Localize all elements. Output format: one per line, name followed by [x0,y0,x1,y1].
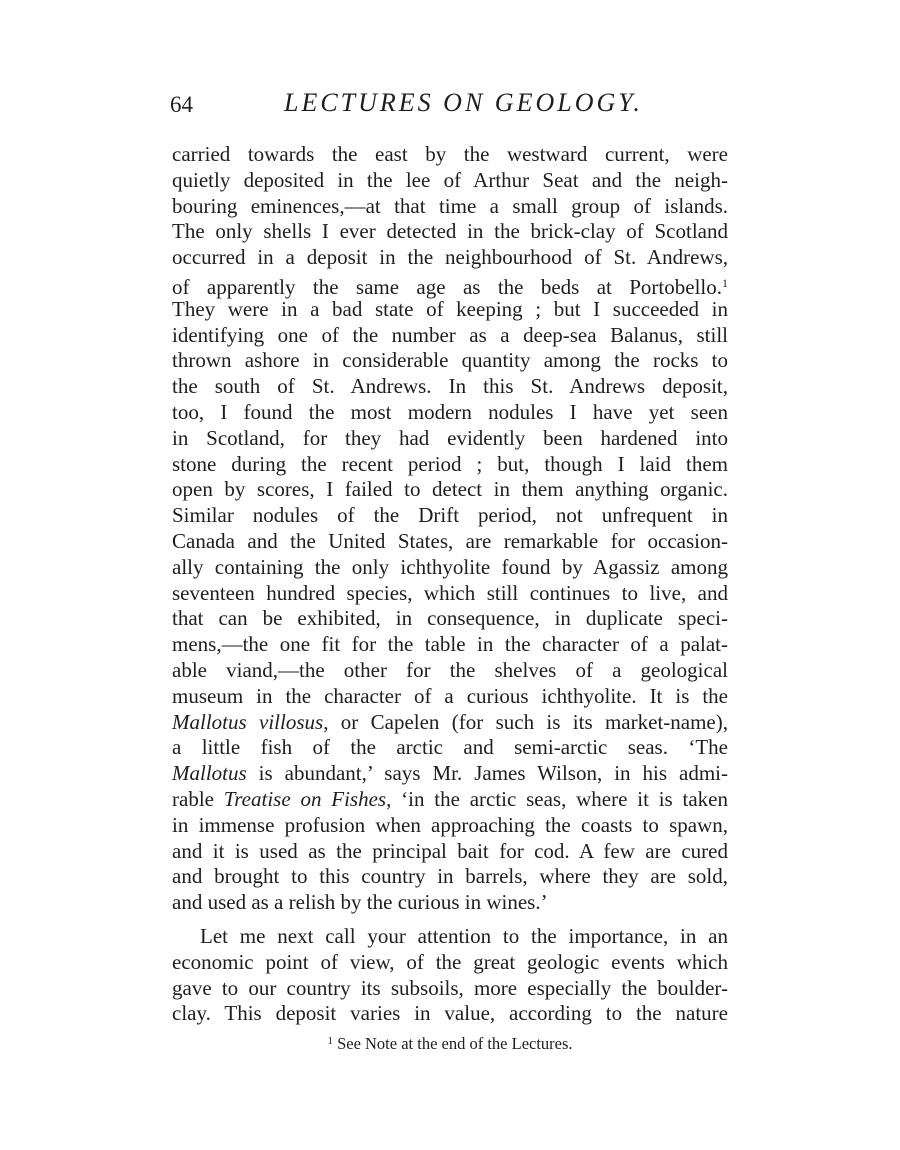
text-line: that can be exhibited, in consequence, in duplicate speci- [172,606,728,631]
text-line: in immense profusion when approaching the coasts to spawn, [172,812,728,837]
running-title: LECTURES ON GEOLOGY. [284,88,643,117]
text-line: bouring eminences,—at that time a small group of islands. [172,193,728,218]
text-line: The only shells I ever detected in the brick-clay of Scotland [172,219,728,244]
page-header [170,88,730,128]
text-line: stone during the recent period ; but, though I laid them [172,451,728,476]
text-line: and it is used as the principal bait for cod. A few are cured [172,838,728,863]
text-line: the south of St. Andrews. In this St. Andrews deposit, [172,374,728,399]
text-line: clay. This deposit varies in value, according to the nature [172,1001,728,1026]
italic-book-title: Treatise on Fishes [223,786,387,811]
italic-genus-name: Mallotus [172,761,247,786]
text-fragment: , or Capelen (for such is its market-name), [323,709,728,734]
text-line: Let me next call your attention to the importance, in an [200,923,728,948]
text-line: ally containing the only ichthyolite found by Agassiz among [172,554,728,579]
text-fragment: , ‘in the arctic seas, where it is taken [386,786,728,811]
text-line: and brought to this country in barrels, where they are sold, [172,864,728,889]
text-line: identifying one of the number as a deep-sea Balanus, still [172,322,728,347]
body-text [172,142,728,1027]
footnote [172,1030,728,1055]
text-line: economic point of view, of the great geologic events which [172,949,728,974]
footnote-text: See Note at the end of the Lectures. [332,1034,573,1053]
footnote-marker: 1 [327,1035,333,1047]
footnote-reference: 1 [722,275,728,290]
text-fragment: rable [172,786,224,811]
text-line [172,787,728,813]
italic-species-name: Mallotus villosus [172,709,324,734]
text-line: seventeen hundred species, which still continues to live, and [172,580,728,605]
text-line: occurred in a deposit in the neighbourhood of St. Andrews, [172,245,728,270]
text-line: thrown ashore in considerable quantity among the rocks to [172,348,728,373]
text-line-with-note [172,271,728,297]
text-line: museum in the character of a curious ichthyolite. It is the [172,683,728,708]
text-line: Similar nodules of the Drift period, not unfrequent in [172,503,728,528]
text-line: gave to our country its subsoils, more especially the boulder- [172,975,728,1000]
page-number: 64 [170,92,193,117]
text-line [172,761,728,787]
text-line: and used as a relish by the curious in wines.’ [172,890,548,915]
text-fragment: is abundant,’ says Mr. James Wilson, in his admi- [246,761,728,786]
text-line: able viand,—the other for the shelves of a geological [172,657,728,682]
text-line: in Scotland, for they had evidently been hardened into [172,425,728,450]
text-line: open by scores, I failed to detect in them anything organic. [172,477,728,502]
text-line: a little fish of the arctic and semi-arctic seas. ‘The [172,735,728,760]
text-line: mens,—the one fit for the table in the character of a palat- [172,632,728,657]
text-line: Canada and the United States, are remarkable for occasion- [172,528,728,553]
text-fragment: of apparently the same age as the beds at Portobello. [172,274,722,299]
text-line: too, I found the most modern nodules I have yet seen [172,399,728,424]
paragraph [172,924,728,1027]
text-line: quietly deposited in the lee of Arthur Seat and the neigh- [172,167,728,192]
text-line: They were in a bad state of keeping ; but I succeeded in [172,296,728,321]
text-line: carried towards the east by the westward current, were [172,142,728,166]
text-line [172,710,728,736]
